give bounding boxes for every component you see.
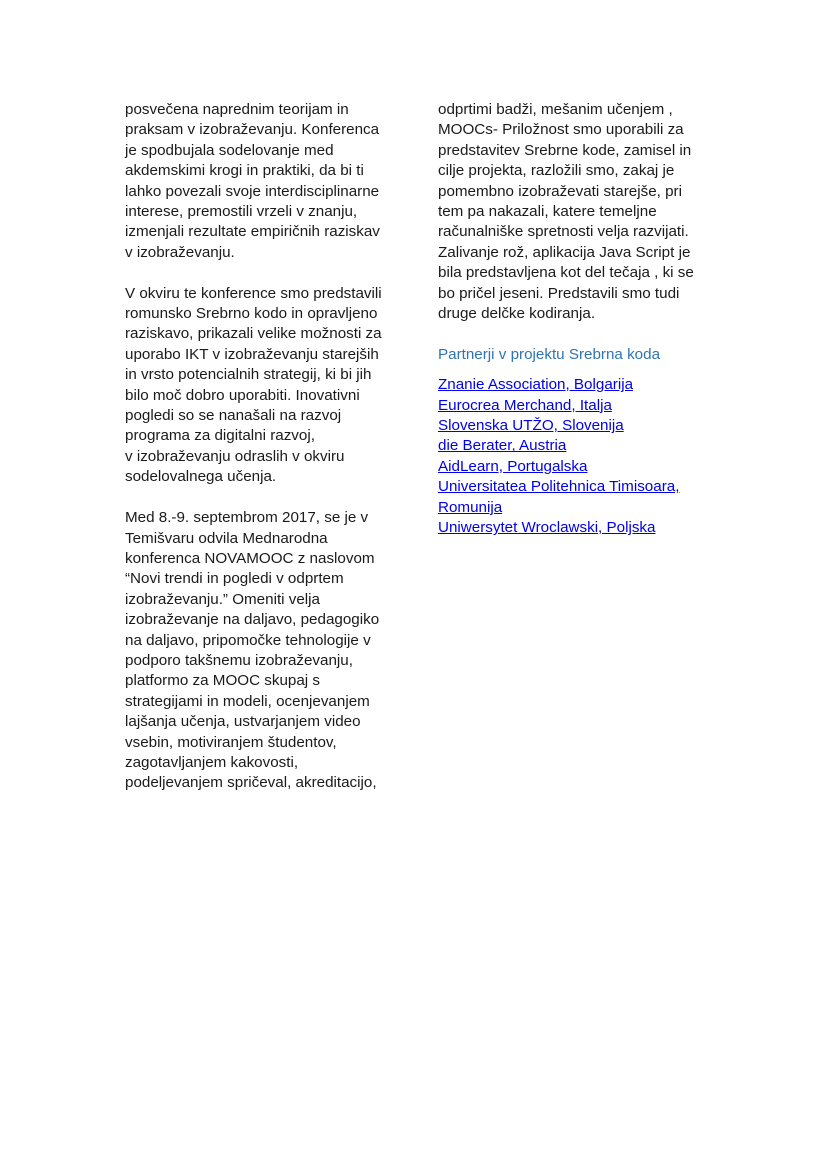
text-line: raziskavo, prikazali velike možnosti za (125, 325, 382, 343)
text-line: lahko povezali svoje interdisciplinarne (125, 182, 380, 200)
paragraph-conference-intro (125, 100, 397, 263)
paragraph-spacer (125, 488, 397, 508)
partner-link-eurocrea[interactable]: Eurocrea Merchand, Italja (438, 396, 612, 414)
text-line: Temišvaru odvila Mednarodna (125, 529, 328, 547)
text-line: konferenca NOVAMOOC z naslovom (125, 549, 375, 567)
text-line: Zalivanje rož, aplikacija Java Script je (438, 243, 691, 261)
text-line: interese, premostili vrzeli v znanju, (125, 203, 358, 221)
text-line: bilo moč dobro uporabiti. Inovativni (125, 386, 360, 404)
partner-link-aidlearn[interactable]: AidLearn, Portugalska (438, 457, 588, 475)
text-line: romunsko Srebrno kodo in opravljeno (125, 305, 378, 323)
paragraph-spacer (438, 365, 710, 375)
text-line: pogledi so se nanašali na razvoj (125, 407, 342, 425)
partners-heading: Partnerji v projektu Srebrna koda (438, 345, 661, 363)
text-line: na daljavo, pripomočke tehnologije v (125, 631, 371, 649)
paragraph-spacer (438, 324, 710, 344)
text-line: pomembno izobraževati starejše, pri (438, 182, 682, 200)
right-column (438, 100, 710, 539)
text-line: odprtimi badži, mešanim učenjem , (438, 101, 673, 118)
partner-link-znanie[interactable]: Znanie Association, Bolgarija (438, 376, 634, 394)
paragraph-novamooc-conference (125, 508, 397, 794)
text-line: uporabo IKT v izobraževanju starejših (125, 345, 379, 363)
text-line: podeljevanjem spričeval, akreditacijo, (125, 774, 377, 792)
text-line: bo pričel jeseni. Predstavili smo tudi (438, 284, 680, 302)
paragraph-spacer (125, 263, 397, 283)
text-line: Med 8.-9. septembrom 2017, se je v (125, 509, 369, 527)
text-line: MOOCs- Priložnost smo uporabili za (438, 121, 684, 139)
text-line: v izobraževanju odraslih v okviru (125, 447, 345, 465)
text-line: bila predstavljena kot del tečaja , ki se (438, 264, 694, 282)
text-line: “Novi trendi in pogledi v odprtem (125, 570, 344, 588)
text-line: cilje projekta, razložili smo, zakaj je (438, 162, 675, 180)
text-line: programa za digitalni razvoj, (125, 427, 315, 445)
partner-link-politehnica-timisoara-country[interactable]: Romunija (438, 498, 503, 516)
paragraph-novamooc-continued (438, 100, 710, 324)
text-line: izobraževanje na daljavo, pedagogiko (125, 611, 380, 629)
text-line: tem pa nakazali, katere temeljne (438, 203, 657, 221)
partner-link-uniwersytet-wroclawski[interactable]: Uniwersytet Wroclawski, Poljska (438, 519, 656, 537)
text-line: V okviru te konference smo predstavili (125, 284, 382, 302)
text-line: sodelovalnega učenja. (125, 468, 277, 486)
partners-list (438, 375, 710, 538)
left-column (125, 100, 397, 794)
text-line: akdemskimi krogi in praktiki, da bi ti (125, 162, 364, 180)
text-line: je spodbujala sodelovanje med (125, 141, 334, 159)
text-line: podporo takšnemu izobraževanju, (125, 651, 353, 669)
text-line: računalniške spretnosti velja razvijati. (438, 223, 689, 241)
text-line: platformo za MOOC skupaj s (125, 672, 320, 690)
text-line: in vrsto potencialnih strategij, ki bi jih (125, 366, 372, 384)
text-line: praksam v izobraževanju. Konferenca (125, 121, 380, 139)
text-line: v izobraževanju. (125, 243, 235, 261)
text-line: vsebin, motiviranjem študentov, (125, 733, 337, 751)
partner-link-politehnica-timisoara[interactable]: Universitatea Politehnica Timisoara, (438, 478, 680, 496)
text-line: strategijami in modeli, ocenjevanjem (125, 692, 370, 710)
paragraph-silver-code-presentation (125, 284, 397, 488)
text-line: lajšanja učenja, ustvarjanjem video (125, 713, 361, 731)
text-line: izmenjali rezultate empiričnih raziskav (125, 223, 380, 241)
text-line: druge delčke kodiranja. (438, 305, 596, 323)
text-line: izobraževanju.” Omeniti velja (125, 590, 320, 608)
text-line: predstavitev Srebrne kode, zamisel in (438, 141, 692, 159)
text-line: posvečena naprednim teorijam in (125, 101, 349, 118)
text-line: zagotavljanjem kakovosti, (125, 753, 299, 771)
partner-link-die-berater[interactable]: die Berater, Austria (438, 437, 567, 455)
partner-link-slovenska-utzo[interactable]: Slovenska UTŽO, Slovenija (438, 417, 624, 435)
